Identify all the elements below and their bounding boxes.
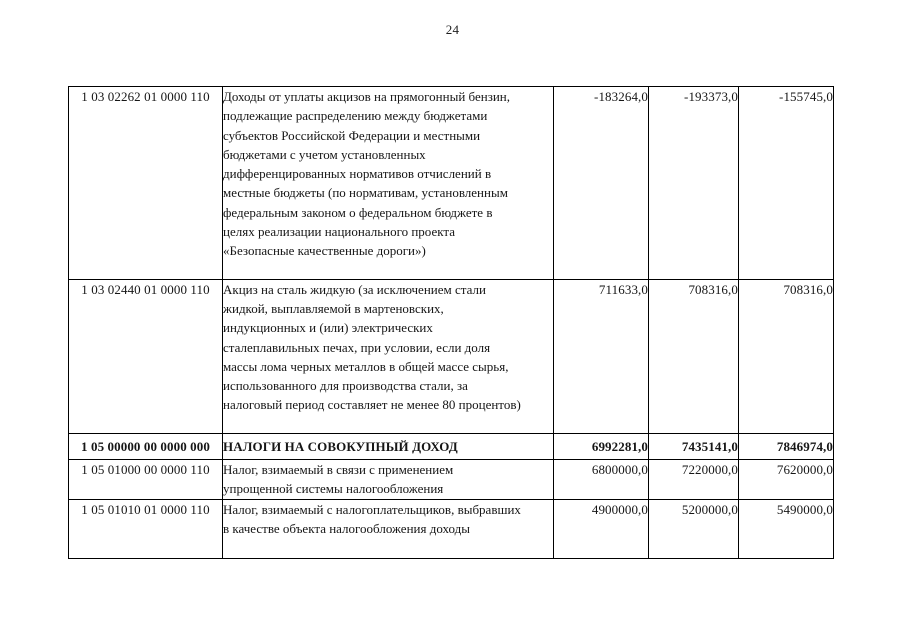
row-name-line: Акциз на сталь жидкую (за исключением стали [223,281,486,297]
row-name-line: НАЛОГИ НА СОВОКУПНЫЙ ДОХОД [223,438,458,454]
row-name-line: федеральным законом о федеральном бюджете в [223,204,493,220]
row-name-line: Доходы от уплаты акцизов на прямогонный бензин, [223,89,510,104]
row-name-cell [223,279,554,433]
table-body [69,87,834,559]
row-name-line: использованного для производства стали, за [223,378,468,394]
row-name-line: налоговый период составляет не менее 80 процентов) [223,397,521,413]
row-code-cell: 1 05 01010 01 0000 110 [69,499,223,559]
row-name-line: упрощенной системы налогообложения [223,481,444,497]
row-name-line: местные бюджеты (по нормативам, установленным [223,185,508,201]
table-row [69,87,834,280]
row-value-column-2: 708316,0 [649,279,739,433]
row-code-cell: 1 03 02262 01 0000 110 [69,87,223,280]
row-name-line: целях реализации национального проекта [223,224,455,240]
row-name-line: Налог, взимаемый с налогоплательщиков, выбравших [223,501,521,517]
row-value-column-3: 7620000,0 [739,460,834,500]
row-name-line: дифференцированных нормативов отчислений в [223,166,492,182]
row-value-column-2: -193373,0 [649,87,739,280]
table-row [69,279,834,433]
row-name-line: индукционных и (или) электрических [223,320,433,336]
row-name-cell [223,433,554,459]
row-name-line: субъектов Российской Федерации и местными [223,127,481,143]
row-name-line: сталеплавильных печах, при условии, если доля [223,339,491,355]
table-row-total [69,433,834,459]
row-value-column-1: -183264,0 [554,87,649,280]
row-value-column-1: 711633,0 [554,279,649,433]
row-name-line: массы лома черных металлов в общей массе сырья, [223,358,509,374]
row-value-column-1: 6992281,0 [554,433,649,459]
row-value-column-2: 5200000,0 [649,499,739,559]
row-value-column-3: 708316,0 [739,279,834,433]
budget-revenue-table [68,86,834,559]
row-name-line: жидкой, выплавляемой в мартеновских, [223,300,444,316]
row-value-column-1: 6800000,0 [554,460,649,500]
row-code-cell: 1 05 00000 00 0000 000 [69,433,223,459]
row-name-cell [223,87,554,280]
row-value-column-1: 4900000,0 [554,499,649,559]
row-name-line: в качестве объекта налогообложения доходы [223,520,470,536]
row-name-line: бюджетами с учетом установленных [223,146,426,162]
row-name-line: «Безопасные качественные дороги») [223,243,426,259]
row-code-cell: 1 03 02440 01 0000 110 [69,279,223,433]
row-value-column-3: -155745,0 [739,87,834,280]
row-name-line: Налог, взимаемый в связи с применением [223,462,454,478]
row-value-column-2: 7435141,0 [649,433,739,459]
row-value-column-3: 7846974,0 [739,433,834,459]
row-name-cell [223,499,554,559]
table-row [69,460,834,500]
page-number: 24 [445,22,460,37]
row-code-cell: 1 05 01000 00 0000 110 [69,460,223,500]
row-name-line: подлежащие распределению между бюджетами [223,108,488,124]
row-name-cell [223,460,554,500]
table-row [69,499,834,559]
row-value-column-2: 7220000,0 [649,460,739,500]
row-value-column-3: 5490000,0 [739,499,834,559]
